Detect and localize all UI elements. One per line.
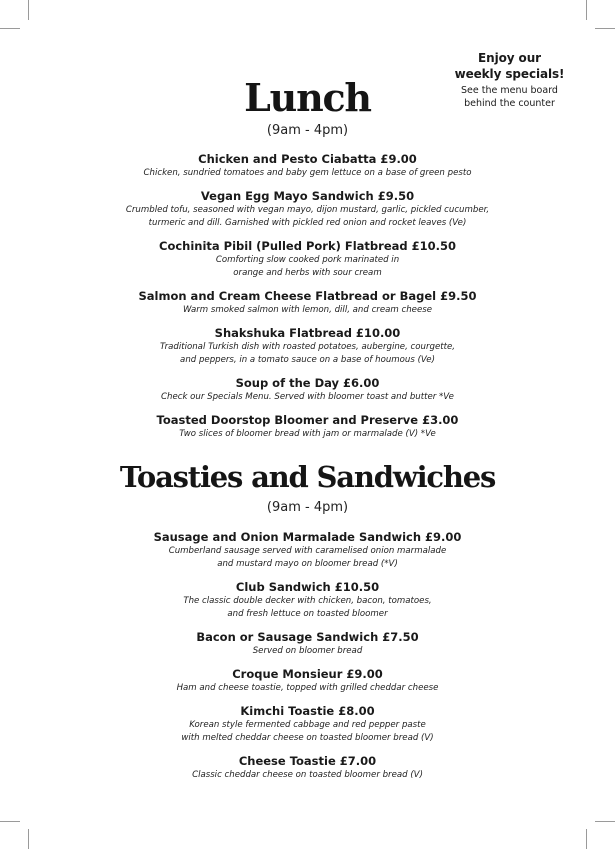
- specials-subtext: See the menu board behind the counter: [461, 85, 558, 109]
- crop-mark: [586, 0, 587, 20]
- menu-item-name: Salmon and Cream Cheese Flatbread or Bagel £9.50: [138, 289, 477, 303]
- menu-item-description: Check our Specials Menu. Served with bloomer toast and butter *Ve: [161, 392, 454, 402]
- crop-mark: [595, 28, 615, 29]
- menu-item-name: Croque Monsieur £9.00: [232, 667, 383, 681]
- menu-item-description: Crumbled tofu, seasoned with vegan mayo, dijon mustard, garlic, pickled cucumber,: [125, 205, 490, 215]
- menu-item-description: and mustard mayo on bloomer bread (*V): [217, 559, 398, 569]
- crop-mark: [586, 829, 587, 849]
- menu-item-description: Chicken, sundried tomatoes and baby gem lettuce on a base of green pesto: [143, 168, 472, 178]
- menu-item-description: turmeric and dill. Garnished with pickled red onion and rocket leaves (Ve): [148, 218, 467, 228]
- menu-item-description: Cumberland sausage served with caramelised onion marmalade: [168, 546, 447, 556]
- menu-item: [0, 376, 615, 404]
- menu-item-name: Club Sandwich £10.50: [235, 580, 380, 594]
- lunch-items: [0, 152, 615, 450]
- menu-item-name: Cochinita Pibil (Pulled Pork) Flatbread £10.50: [159, 239, 456, 253]
- menu-item-description: Classic cheddar cheese on toasted bloomer bread (V): [192, 770, 423, 780]
- menu-item-description: with melted cheddar cheese on toasted bloomer bread (V): [181, 733, 434, 743]
- menu-item-name: Toasted Doorstop Bloomer and Preserve £3.00: [156, 413, 459, 427]
- menu-item-description: and fresh lettuce on toasted bloomer: [227, 609, 388, 619]
- menu-item-description: and peppers, in a tomato sauce on a base of houmous (Ve): [180, 355, 435, 365]
- menu-item-description: Korean style fermented cabbage and red pepper paste: [189, 720, 426, 730]
- menu-item-description: Served on bloomer bread: [252, 646, 363, 656]
- menu-item-description: Traditional Turkish dish with roasted potatoes, aubergine, courgette,: [160, 342, 455, 352]
- menu-item-description: Two slices of bloomer bread with jam or marmalade (V) *Ve: [179, 429, 436, 439]
- menu-item-description: Ham and cheese toastie, topped with grilled cheddar cheese: [176, 683, 439, 693]
- menu-item: [0, 630, 615, 658]
- menu-item-name: Vegan Egg Mayo Sandwich £9.50: [200, 189, 415, 203]
- menu-item-name: Sausage and Onion Marmalade Sandwich £9.00: [153, 530, 462, 544]
- crop-mark: [28, 0, 29, 20]
- menu-item: [0, 530, 615, 571]
- specials-heading: Enjoy our weekly specials!: [454, 51, 565, 81]
- menu-item-name: Cheese Toastie £7.00: [238, 754, 377, 768]
- menu-item-description: orange and herbs with sour cream: [233, 268, 382, 278]
- menu-item-description: Comforting slow cooked pork marinated in: [215, 255, 400, 265]
- menu-item-name: Bacon or Sausage Sandwich £7.50: [196, 630, 419, 644]
- menu-item: [0, 289, 615, 317]
- crop-mark: [28, 829, 29, 849]
- menu-item-name: Chicken and Pesto Ciabatta £9.00: [198, 152, 417, 166]
- menu-item-name: Kimchi Toastie £8.00: [240, 704, 375, 718]
- menu-item: [0, 326, 615, 367]
- lunch-title: Lunch: [244, 75, 371, 120]
- menu-item: [0, 754, 615, 782]
- toasties-items: [0, 530, 615, 791]
- menu-item: [0, 189, 615, 230]
- menu-item: [0, 580, 615, 621]
- toasties-title: Toasties and Sandwiches: [119, 460, 496, 494]
- crop-mark: [0, 821, 20, 822]
- menu-item-name: Soup of the Day £6.00: [235, 376, 380, 390]
- toasties-hours: (9am - 4pm): [266, 500, 349, 515]
- menu-item: [0, 239, 615, 280]
- lunch-hours: (9am - 4pm): [266, 123, 349, 138]
- menu-item: [0, 152, 615, 180]
- menu-item-description: The classic double decker with chicken, bacon, tomatoes,: [183, 596, 432, 606]
- crop-mark: [595, 821, 615, 822]
- menu-item-name: Shakshuka Flatbread £10.00: [214, 326, 401, 340]
- menu-item: [0, 667, 615, 695]
- menu-item-description: Warm smoked salmon with lemon, dill, and cream cheese: [182, 305, 432, 315]
- crop-mark: [0, 28, 20, 29]
- menu-item: [0, 704, 615, 745]
- menu-item: [0, 413, 615, 441]
